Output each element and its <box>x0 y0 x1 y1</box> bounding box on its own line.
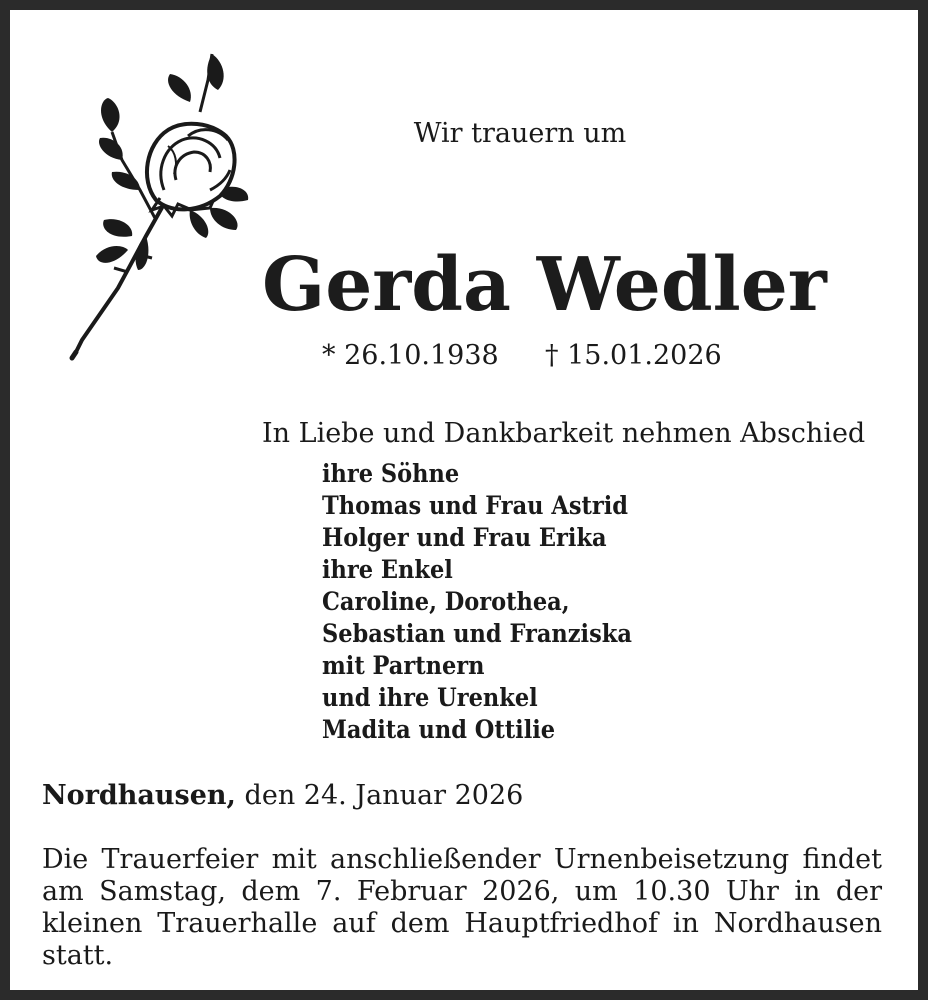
ceremony-info: Die Trauerfeier mit anschließender Urnenbeisetzung findet am Samstag, dem 7. Februar 2026, um 10.30 Uhr in der kleinen Trauerhalle auf dem Hauptfriedhof in Nordhausen statt. <box>42 844 882 971</box>
farewell-text: In Liebe und Dankbarkeit nehmen Abschied <box>262 418 866 449</box>
mourner-line: Sebastian und Franziska <box>322 619 632 648</box>
mourner-line: Madita und Ottilie <box>322 715 556 744</box>
place-name: Nordhausen, <box>42 780 236 811</box>
notice-date: den 24. Januar 2026 <box>235 780 524 811</box>
mourner-line: Thomas und Frau Astrid <box>322 491 628 520</box>
mourner-line: und ihre Urenkel <box>322 683 538 712</box>
mourner-line: ihre Enkel <box>322 555 453 584</box>
mourner-line: Caroline, Dorothea, <box>322 587 570 616</box>
mourner-line: mit Partnern <box>322 651 485 680</box>
deceased-name: Gerda Wedler <box>262 242 827 328</box>
mourners-list <box>322 458 632 746</box>
birth-date: * 26.10.1938 <box>322 340 499 371</box>
mourner-line: Holger und Frau Erika <box>322 523 607 552</box>
place-date-line <box>42 780 523 811</box>
intro-text: Wir trauern um <box>413 118 627 149</box>
rose-icon <box>60 40 270 370</box>
death-date: † 15.01.2026 <box>545 340 722 371</box>
mourner-line: ihre Söhne <box>322 459 460 488</box>
